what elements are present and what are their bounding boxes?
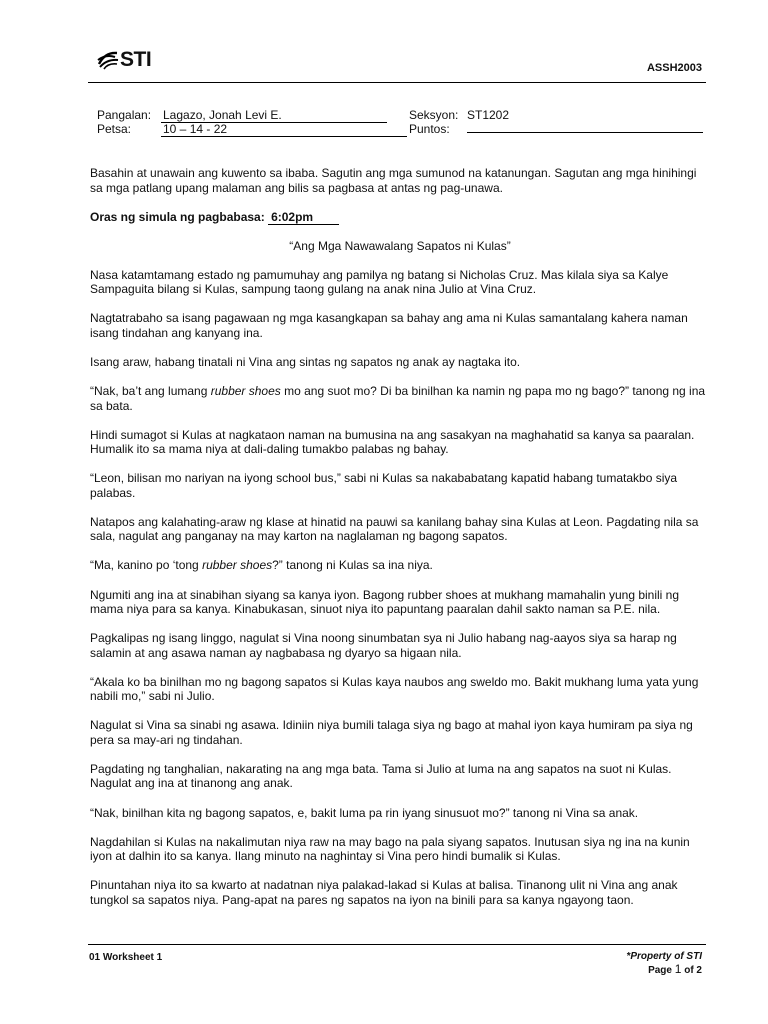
story-paragraph: “Leon, bilisan mo nariyan na iyong school bus,” sabi ni Kulas sa nakababatang kapatid habang tumatakbo siya palabas. bbox=[90, 471, 678, 500]
date-label: Petsa: bbox=[97, 122, 132, 136]
story-paragraph bbox=[90, 384, 710, 413]
story-paragraph: Nagdahilan si Kulas na nakalimutan niya raw na may bago na pala siyang sapatos. Inutusan siya ng ina na kunin iyon at dalhin ito sa kanya. Ilang minuto na naghintay si Vina pero hindi bumalik si Kulas. bbox=[90, 834, 690, 864]
page-suffix: of 2 bbox=[681, 965, 702, 976]
section-field[interactable]: ST1202 bbox=[467, 108, 510, 122]
property-note: *Property of STI bbox=[626, 951, 702, 962]
story-paragraph bbox=[90, 558, 710, 573]
footer-right bbox=[626, 950, 702, 977]
logo-text: STI bbox=[120, 48, 152, 71]
date-field[interactable]: 10 – 14 - 22 bbox=[161, 122, 407, 137]
worksheet-content bbox=[90, 166, 710, 922]
page-current: 1 bbox=[674, 962, 682, 976]
story-paragraph: Pinuntahan niya ito sa kwarto at nadatnan niya palakad-lakad si Kulas at balisa. Tinanong ulit ni Vina ang anak tungkol sa sapatos niya. Pang-apat na pares ng sapatos na iyon na binili para sa kanya ngayong taon. bbox=[90, 878, 678, 907]
page-indicator bbox=[626, 963, 702, 977]
start-time-label: Oras ng simula ng pagbabasa: bbox=[90, 209, 265, 224]
paragraph-text: mo ang suot mo? Di ba binilhan ka namin ng papa mo ng bago?” tanong ng ina sa bata. bbox=[90, 384, 706, 413]
date-row bbox=[97, 122, 407, 137]
score-row bbox=[409, 122, 703, 136]
start-time-line bbox=[90, 210, 710, 225]
name-label: Pangalan: bbox=[97, 108, 152, 122]
score-label: Puntos: bbox=[409, 122, 450, 136]
footer-rule bbox=[88, 944, 706, 945]
score-field[interactable] bbox=[467, 132, 703, 133]
story-paragraph: Ngumiti ang ina at sinabihan siyang sa kanya iyon. Bagong rubber shoes at mukhang mamahalin yung binili ng mama niya para sa kanya. Kinabukasan, sinuot niya ito papuntang paaralan dahil sakto naman sa P.E. nila. bbox=[90, 587, 680, 617]
paragraph-italic: rubber shoes bbox=[202, 558, 273, 573]
story-body bbox=[90, 268, 710, 907]
start-time-field[interactable]: 6:02pm bbox=[268, 210, 339, 225]
story-paragraph: Hindi sumagot si Kulas at nagkataon naman na bumusina na ang sasakyan na maghahatid sa kanya sa paaralan. Humalik ito sa mama niya at dali-daling tumakbo palabas ng bahay. bbox=[90, 427, 695, 457]
story-paragraph: Pagkalipas ng isang linggo, nagulat si Vina noong sinumbatan sya ni Julio habang nag-aayos siya sa harap ng salamin at ang asawa naman ay nagbabasa ng dyaryo sa higaan nila. bbox=[90, 631, 677, 660]
sti-logo bbox=[97, 50, 151, 70]
worksheet-label: 01 Worksheet 1 bbox=[89, 952, 163, 963]
header-rule bbox=[88, 82, 706, 83]
name-row bbox=[97, 108, 387, 123]
paragraph-italic: rubber shoes bbox=[210, 384, 281, 399]
story-paragraph: Isang araw, habang tinatali ni Vina ang sintas ng sapatos ng anak ay nagtaka ito. bbox=[90, 354, 521, 369]
story-paragraph: Pagdating ng tanghalian, nakarating na ang mga bata. Tama si Julio at luma na ang sapatos na suot ni Kulas. Nagulat ang ina at tinanong ang anak. bbox=[90, 761, 672, 791]
section-row bbox=[409, 108, 509, 122]
page-prefix: Page bbox=[648, 965, 675, 976]
paragraph-text: ?” tanong ni Kulas sa ina niya. bbox=[272, 558, 433, 573]
story-paragraph: Nagtatrabaho sa isang pagawaan ng mga kasangkapan sa bahay ang ama ni Kulas samantalang kahera naman isang tindahan ang kanyang ina. bbox=[90, 311, 688, 340]
name-field[interactable]: Lagazo, Jonah Levi E. bbox=[161, 108, 387, 123]
section-label: Seksyon: bbox=[409, 108, 459, 122]
instructions: Basahin at unawain ang kuwento sa ibaba. Sagutin ang mga sumunod na katanungan. Sagutan ang mga hinihingi sa mga patlang upang malaman ang bilis sa pagbasa at antas ng pag-unawa. bbox=[90, 166, 697, 195]
story-paragraph: “Nak, binilhan kita ng bagong sapatos, e, bakit luma pa rin iyang sinusuot mo?” tanong ni Vina sa anak. bbox=[90, 805, 639, 820]
sti-globe-icon bbox=[97, 50, 119, 70]
paragraph-text: “Ma, kanino po ‘tong bbox=[90, 558, 203, 573]
paragraph-text: “Nak, ba’t ang lumang bbox=[90, 384, 211, 399]
story-title: “Ang Mga Nawawalang Sapatos ni Kulas” bbox=[289, 238, 511, 253]
story-paragraph: Nasa katamtamang estado ng pamumuhay ang pamilya ng batang si Nicholas Cruz. Mas kilala siya sa Kalye Sampaguita bilang si Kulas, sampung taong gulang na anak nina Julio at Vina Cruz. bbox=[90, 267, 669, 297]
story-paragraph: Natapos ang kalahating-araw ng klase at hinatid na pauwi sa kanilang bahay sina Kulas at Leon. Pagdating nila sa sala, nagulat ang panganay na may karton na naglalaman ng bagong sapatos. bbox=[90, 514, 699, 544]
course-code: ASSH2003 bbox=[646, 62, 702, 74]
story-paragraph: “Akala ko ba binilhan mo ng bagong sapatos si Kulas kaya naubos ang sweldo mo. Bakit mukhang luma yata yung nabili mo,” sabi ni Julio. bbox=[90, 674, 699, 704]
story-paragraph: Nagulat si Vina sa sinabi ng asawa. Idiniin niya bumili talaga siya ng bago at mahal iyon kaya humiram pa siya ng pera sa may-ari ng tindahan. bbox=[90, 718, 693, 747]
